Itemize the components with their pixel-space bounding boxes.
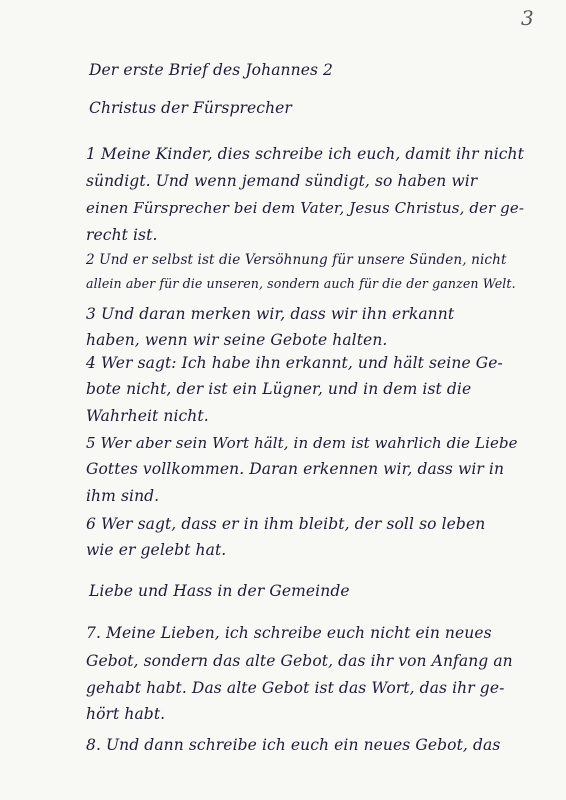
text-line: 1 Meine Kinder, dies schreibe ich euch, damit ihr nicht: [86, 145, 524, 163]
text-line: hört habt.: [86, 705, 166, 723]
text-line: sündigt. Und wenn jemand sündigt, so haben wir: [86, 172, 478, 190]
text-line: 3 Und daran merken wir, dass wir ihn erkannt: [86, 305, 455, 323]
text-line: wie er gelebt hat.: [86, 541, 227, 559]
text-line: 2 Und er selbst ist die Versöhnung für unsere Sünden, nicht: [86, 252, 507, 268]
section-heading-christus: Christus der Fürsprecher: [89, 99, 292, 117]
text-line: 8. Und dann schreibe ich euch ein neues Gebot, das: [86, 736, 501, 754]
text-line: Gottes vollkommen. Daran erkennen wir, dass wir in: [86, 460, 505, 478]
text-line: bote nicht, der ist ein Lügner, und in dem ist die: [86, 380, 472, 398]
page-number: 3: [521, 6, 534, 30]
text-line: Gebot, sondern das alte Gebot, das ihr von Anfang an: [86, 652, 513, 670]
text-line: einen Fürsprecher bei dem Vater, Jesus Christus, der ge-: [86, 199, 524, 217]
text-line: ihm sind.: [86, 487, 160, 505]
text-line: recht ist.: [86, 226, 158, 244]
text-line: 6 Wer sagt, dass er in ihm bleibt, der soll so leben: [86, 515, 486, 533]
text-line: 4 Wer sagt: Ich habe ihn erkannt, und hält seine Ge-: [86, 354, 503, 372]
text-line: 7. Meine Lieben, ich schreibe euch nicht ein neues: [86, 624, 492, 642]
text-line: Wahrheit nicht.: [86, 407, 209, 425]
text-line: gehabt habt. Das alte Gebot ist das Wort, das ihr ge-: [86, 679, 505, 697]
text-line: 5 Wer aber sein Wort hält, in dem ist wahrlich die Liebe: [86, 434, 518, 452]
text-line: allein aber für die unseren, sondern auch für die der ganzen Welt.: [86, 276, 516, 291]
text-line: haben, wenn wir seine Gebote halten.: [86, 331, 388, 349]
section-heading-liebe: Liebe und Hass in der Gemeinde: [89, 582, 350, 600]
document-title: Der erste Brief des Johannes 2: [89, 61, 334, 79]
